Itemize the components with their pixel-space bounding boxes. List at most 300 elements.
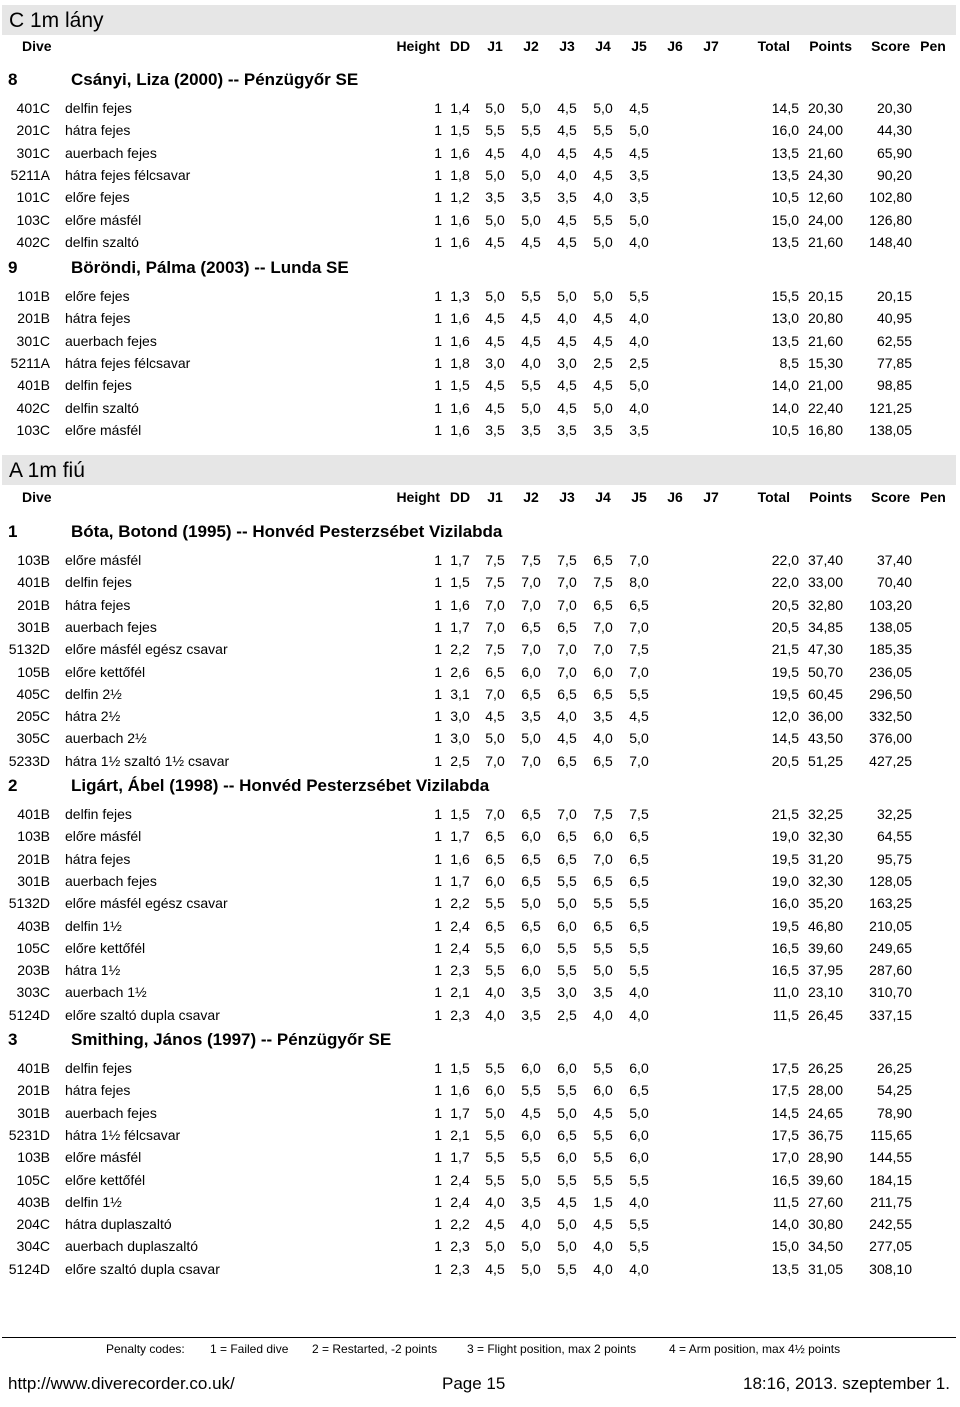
dive-cell-total: 13,5 [771,332,799,349]
dive-cell-points: 47,30 [807,641,843,658]
column-header-dive: Dive [22,489,52,505]
dive-cell-j5: 5,0 [629,377,649,394]
dive-cell-name: hátra fejes [65,122,131,139]
dive-row [0,145,960,165]
footer-divider [2,1337,956,1338]
dive-row [0,288,960,308]
dive-cell-dd: 1,6 [450,310,470,327]
dive-cell-j4: 6,5 [593,685,613,702]
footer-url[interactable]: http://www.diverecorder.co.uk/ [8,1374,235,1393]
dive-cell-j4: 4,0 [593,189,613,206]
dive-cell-j1: 3,0 [485,354,505,371]
dive-cell-dd: 1,6 [450,421,470,438]
dive-cell-dd: 1,5 [450,1060,470,1076]
dive-cell-score: 184,15 [869,1171,912,1188]
diver-place: 1 [8,522,18,541]
dive-cell-j4: 5,0 [593,962,613,979]
dive-cell-name: előre kettőfél [65,939,146,956]
dive-row [0,619,960,639]
dive-cell-j2: 6,0 [521,939,541,956]
dive-cell-j4: 5,0 [593,288,613,304]
dive-cell-j2: 3,5 [521,984,541,1001]
diver-name: Böröndi, Pálma (2003) -- Lunda SE [71,258,349,277]
dive-cell-dd: 1,5 [450,122,470,139]
dive-cell-j3: 6,5 [557,752,577,769]
dive-cell-j5: 5,5 [629,962,649,979]
dive-cell-points: 43,50 [807,730,843,747]
dive-row [0,753,960,773]
dive-cell-j1: 5,5 [485,1126,505,1143]
dive-cell-j1: 4,5 [485,1216,505,1233]
dive-cell-dd: 2,4 [450,939,470,956]
dive-cell-dive: 105C [16,1171,50,1188]
dive-row [0,1194,960,1214]
section-title: A 1m fiú [9,459,85,482]
dive-cell-j3: 6,0 [557,1060,577,1076]
dive-cell-points: 26,45 [807,1006,843,1023]
dive-cell-j4: 4,5 [593,144,613,161]
dive-cell-total: 13,5 [771,1260,799,1277]
dive-cell-total: 11,5 [772,1006,799,1023]
dive-cell-j4: 6,0 [593,828,613,845]
dive-cell-total: 13,0 [771,310,799,327]
dive-cell-dive: 201C [16,122,50,139]
dive-cell-score: 210,05 [869,917,912,934]
dive-cell-dive: 5124D [8,1006,50,1023]
dive-cell-dive: 304C [16,1238,50,1255]
dive-cell-j5: 6,0 [629,1126,649,1143]
dive-cell-j2: 6,5 [521,618,541,635]
penalty-code: 2 = Restarted, -2 points [312,1342,438,1356]
dive-cell-j1: 7,5 [485,574,505,591]
dive-cell-j3: 4,5 [557,399,577,416]
dive-cell-points: 24,65 [807,1104,843,1121]
dive-cell-total: 19,0 [771,872,799,889]
dive-cell-dive: 401B [17,1060,50,1076]
column-header-total: Total [757,38,790,54]
dive-cell-total: 20,5 [771,618,799,635]
column-header-j3: J3 [559,489,575,505]
dive-cell-j2: 4,0 [521,144,541,161]
column-header-total: Total [757,489,790,505]
dive-cell-name: hátra fejes [65,850,131,867]
dive-cell-name: előre másfél egész csavar [65,895,228,912]
dive-cell-dive: 103B [17,1149,50,1166]
dive-cell-j4: 4,0 [593,1238,613,1255]
dive-cell-total: 20,5 [771,752,799,769]
dive-cell-points: 60,45 [807,685,843,702]
dive-cell-name: hátra 1½ szaltó 1½ csavar [65,752,230,769]
dive-cell-j1: 7,0 [485,618,505,635]
dive-cell-score: 148,40 [869,233,912,250]
dive-cell-j1: 6,5 [485,828,505,845]
dive-cell-total: 10,5 [771,421,799,438]
dive-cell-j3: 7,0 [557,596,577,613]
dive-cell-j4: 5,5 [593,122,613,139]
dive-cell-name: hátra 2½ [65,708,121,725]
dive-cell-points: 35,20 [807,895,843,912]
dive-cell-j3: 7,0 [557,641,577,658]
dive-row [0,940,960,960]
dive-cell-j3: 3,0 [557,984,577,1001]
dive-cell-points: 36,00 [807,708,843,725]
dive-cell-dive: 401C [16,100,50,116]
dive-cell-dive: 301B [17,872,50,889]
dive-row [0,552,960,572]
dive-cell-dd: 2,4 [450,917,470,934]
dive-cell-total: 14,0 [771,1216,799,1233]
column-header-j2: J2 [523,38,539,54]
dive-cell-height: 1 [434,828,442,845]
dive-cell-j5: 5,5 [629,288,649,304]
dive-cell-j5: 5,0 [629,211,649,228]
diver-place: 2 [8,776,18,795]
dive-cell-j4: 4,0 [593,730,613,747]
dive-row [0,1007,960,1027]
dive-cell-points: 51,25 [807,752,843,769]
dive-cell-j4: 4,5 [593,1216,613,1233]
dive-cell-j5: 6,5 [629,596,649,613]
dive-cell-j1: 4,5 [485,377,505,394]
dive-cell-j3: 4,5 [557,233,577,250]
column-header-height: Height [396,489,440,505]
dive-cell-j3: 6,0 [557,917,577,934]
dive-cell-j5: 5,5 [629,1216,649,1233]
dive-cell-j1: 5,0 [485,166,505,183]
dive-cell-j5: 7,0 [629,752,649,769]
dive-cell-dd: 1,6 [450,211,470,228]
dive-cell-height: 1 [434,850,442,867]
dive-cell-j1: 4,5 [485,708,505,725]
dive-cell-score: 103,20 [869,596,912,613]
dive-cell-score: 121,25 [869,399,912,416]
dive-cell-j2: 5,0 [521,211,541,228]
dive-cell-total: 11,0 [772,984,799,1001]
dive-row [0,597,960,617]
dive-cell-dd: 2,3 [450,962,470,979]
dive-cell-j2: 5,5 [521,288,541,304]
dive-cell-points: 20,30 [807,100,843,116]
diver-place: 8 [8,70,18,89]
dive-cell-j1: 6,5 [485,917,505,934]
dive-cell-points: 24,00 [807,211,843,228]
dive-cell-j2: 6,5 [521,806,541,822]
dive-cell-dd: 2,1 [450,1126,470,1143]
penalty-code: 1 = Failed dive [210,1342,289,1356]
dive-cell-height: 1 [434,1126,442,1143]
dive-cell-j2: 7,5 [521,552,541,568]
dive-cell-j2: 4,0 [521,354,541,371]
dive-cell-j1: 5,5 [485,1060,505,1076]
dive-cell-j1: 5,5 [485,895,505,912]
dive-cell-j1: 7,5 [485,552,505,568]
dive-cell-j1: 4,5 [485,233,505,250]
dive-cell-j2: 5,5 [521,377,541,394]
column-header-pen: Pen [920,38,946,54]
dive-cell-j1: 5,5 [485,962,505,979]
column-header-j3: J3 [559,38,575,54]
dive-cell-height: 1 [434,1193,442,1210]
dive-cell-j5: 7,0 [629,663,649,680]
column-header-j7: J7 [703,38,719,54]
dive-cell-score: 376,00 [869,730,912,747]
dive-cell-score: 64,55 [876,828,912,845]
dive-cell-name: delfin szaltó [65,233,139,250]
dive-cell-j1: 5,0 [485,1238,505,1255]
dive-cell-name: delfin fejes [65,574,132,591]
diver-name: Csányi, Liza (2000) -- Pénzügyőr SE [71,70,359,89]
dive-cell-points: 31,20 [807,850,843,867]
dive-cell-j5: 7,5 [629,806,649,822]
dive-cell-name: hátra fejes félcsavar [65,354,191,371]
dive-cell-dd: 1,5 [450,574,470,591]
dive-cell-total: 14,5 [771,100,799,116]
dive-cell-j5: 4,0 [629,399,649,416]
dive-cell-j2: 5,5 [521,1082,541,1099]
dive-cell-points: 28,00 [807,1082,843,1099]
dive-cell-score: 236,05 [869,663,912,680]
dive-cell-j4: 5,5 [593,1149,613,1166]
dive-cell-dd: 1,6 [450,144,470,161]
dive-row [0,212,960,232]
dive-cell-height: 1 [434,1171,442,1188]
dive-cell-dd: 1,6 [450,1082,470,1099]
dive-cell-dive: 103C [16,421,50,438]
dive-cell-score: 44,30 [876,122,912,139]
dive-cell-j4: 6,5 [593,752,613,769]
column-header-j4: J4 [595,489,611,505]
dive-cell-j2: 5,5 [521,1149,541,1166]
dive-cell-dive: 405C [16,685,50,702]
dive-cell-points: 30,80 [807,1216,843,1233]
dive-cell-height: 1 [434,1149,442,1166]
dive-cell-total: 15,5 [771,288,799,304]
dive-cell-score: 32,25 [876,806,912,822]
dive-cell-j1: 6,0 [485,872,505,889]
dive-cell-j2: 6,5 [521,685,541,702]
dive-cell-j2: 4,0 [521,1216,541,1233]
dive-cell-score: 427,25 [869,752,912,769]
dive-cell-score: 90,20 [876,166,912,183]
dive-cell-j2: 5,0 [521,100,541,116]
dive-row [0,730,960,750]
dive-cell-j1: 3,5 [485,421,505,438]
dive-cell-j4: 4,5 [593,1104,613,1121]
dive-cell-j4: 7,0 [593,850,613,867]
diver-place: 9 [8,258,18,277]
dive-cell-points: 23,10 [807,984,843,1001]
dive-cell-j2: 5,0 [521,1171,541,1188]
dive-cell-j1: 7,5 [485,641,505,658]
dive-cell-height: 1 [434,1006,442,1023]
dive-cell-points: 12,60 [807,189,843,206]
dive-cell-height: 1 [434,596,442,613]
dive-cell-j5: 6,0 [629,1149,649,1166]
dive-cell-j4: 7,0 [593,618,613,635]
dive-row [0,189,960,209]
dive-cell-j3: 7,0 [557,663,577,680]
dive-cell-score: 249,65 [869,939,912,956]
dive-cell-j3: 5,0 [557,288,577,304]
dive-cell-points: 32,30 [807,872,843,889]
column-header-j5: J5 [631,38,647,54]
dive-cell-j1: 6,0 [485,1082,505,1099]
dive-cell-name: hátra fejes félcsavar [65,166,191,183]
dive-cell-j3: 3,0 [557,354,577,371]
dive-cell-j4: 1,5 [593,1193,613,1210]
dive-cell-height: 1 [434,1104,442,1121]
dive-cell-j5: 5,0 [629,730,649,747]
dive-cell-total: 14,5 [771,1104,799,1121]
dive-cell-points: 32,30 [807,828,843,845]
column-header-j1: J1 [487,489,503,505]
dive-cell-score: 40,95 [876,310,912,327]
dive-cell-dive: 101C [16,189,50,206]
dive-cell-dd: 1,5 [450,806,470,822]
dive-cell-j5: 2,5 [629,354,649,371]
column-header-j5: J5 [631,489,647,505]
dive-cell-j3: 4,5 [557,211,577,228]
dive-cell-j2: 7,0 [521,752,541,769]
dive-cell-dive: 201B [17,596,50,613]
dive-cell-name: előre másfél [65,421,142,438]
dive-cell-points: 24,30 [807,166,843,183]
dive-cell-j3: 5,5 [557,962,577,979]
dive-cell-j2: 6,0 [521,1060,541,1076]
dive-cell-height: 1 [434,1238,442,1255]
dive-cell-height: 1 [434,310,442,327]
dive-cell-j3: 3,5 [557,421,577,438]
dive-cell-points: 26,25 [807,1060,843,1076]
dive-cell-height: 1 [434,211,442,228]
diver-heading [0,776,960,802]
dive-cell-j2: 5,0 [521,1238,541,1255]
dive-cell-j5: 5,5 [629,895,649,912]
dive-cell-points: 36,75 [807,1126,843,1143]
dive-cell-j5: 4,5 [629,100,649,116]
dive-cell-j3: 5,0 [557,1216,577,1233]
dive-cell-j5: 6,5 [629,828,649,845]
dive-cell-total: 19,0 [771,828,799,845]
dive-cell-j3: 5,5 [557,1082,577,1099]
dive-row [0,962,960,982]
dive-cell-points: 31,05 [807,1260,843,1277]
dive-cell-j3: 5,5 [557,1171,577,1188]
dive-cell-j5: 6,5 [629,917,649,934]
penalty-code: 3 = Flight position, max 2 points [467,1342,637,1356]
dive-cell-dive: 5211A [10,354,50,371]
dive-cell-j1: 7,0 [485,806,505,822]
dive-cell-points: 34,85 [807,618,843,635]
dive-cell-j3: 4,0 [557,708,577,725]
dive-cell-height: 1 [434,917,442,934]
dive-cell-total: 22,0 [771,574,799,591]
dive-cell-j1: 7,0 [485,752,505,769]
dive-row [0,895,960,915]
dive-row [0,355,960,375]
dive-cell-total: 16,5 [771,1171,799,1188]
dive-cell-score: 332,50 [869,708,912,725]
dive-cell-total: 13,5 [771,233,799,250]
dive-cell-j5: 5,0 [629,122,649,139]
dive-cell-points: 32,80 [807,596,843,613]
dive-cell-j5: 7,0 [629,618,649,635]
dive-cell-dive: 301C [16,144,50,161]
dive-cell-dive: 5211A [10,166,50,183]
dive-cell-j1: 4,5 [485,1260,505,1277]
dive-cell-j4: 6,5 [593,872,613,889]
dive-cell-j1: 4,5 [485,332,505,349]
column-header-score: Score [871,38,910,54]
dive-cell-j2: 5,0 [521,1260,541,1277]
dive-cell-height: 1 [434,421,442,438]
dive-cell-j2: 6,0 [521,1126,541,1143]
dive-cell-total: 19,5 [771,850,799,867]
dive-row [0,100,960,120]
dive-cell-points: 21,00 [807,377,843,394]
dive-cell-j2: 3,5 [521,1006,541,1023]
dive-cell-name: előre szaltó dupla csavar [65,1260,220,1277]
dive-cell-total: 11,5 [772,1193,799,1210]
dive-cell-name: auerbach fejes [65,618,157,635]
page-number: Page 15 [442,1374,506,1393]
dive-cell-score: 54,25 [876,1082,912,1099]
dive-cell-dd: 3,0 [450,708,470,725]
dive-cell-j2: 5,0 [521,166,541,183]
dive-cell-j5: 7,0 [629,552,649,568]
dive-cell-total: 14,0 [771,377,799,394]
column-header-j7: J7 [703,489,719,505]
dive-cell-score: 98,85 [876,377,912,394]
penalty-label: Penalty codes: [106,1342,185,1356]
column-header-score: Score [871,489,910,505]
dive-row [0,310,960,330]
diver-heading [0,1030,960,1056]
dive-cell-name: delfin fejes [65,100,132,116]
dive-cell-j2: 4,5 [521,233,541,250]
dive-cell-score: 37,40 [876,552,912,568]
dive-cell-points: 21,60 [807,332,843,349]
section-title-bar [2,5,956,35]
dive-cell-j5: 4,5 [629,144,649,161]
dive-cell-total: 17,5 [771,1060,799,1076]
dive-cell-j1: 4,5 [485,310,505,327]
dive-cell-score: 277,05 [869,1238,912,1255]
dive-cell-dd: 1,3 [450,288,470,304]
dive-row [0,1261,960,1281]
dive-cell-j4: 4,0 [593,1006,613,1023]
dive-cell-total: 16,5 [771,939,799,956]
diver-name: Smithing, János (1997) -- Pénzügyőr SE [71,1030,392,1049]
dive-cell-points: 22,40 [807,399,843,416]
dive-cell-j5: 4,0 [629,984,649,1001]
dive-cell-name: auerbach fejes [65,1104,157,1121]
dive-cell-name: delfin fejes [65,1060,132,1076]
dive-cell-j3: 4,5 [557,332,577,349]
dive-cell-j5: 6,5 [629,850,649,867]
dive-cell-j3: 4,0 [557,310,577,327]
dive-cell-points: 50,70 [807,663,843,680]
dive-cell-j1: 5,5 [485,1149,505,1166]
dive-cell-j2: 5,0 [521,895,541,912]
dive-cell-j5: 5,5 [629,939,649,956]
dive-cell-name: auerbach fejes [65,144,157,161]
dive-row [0,1127,960,1147]
dive-cell-j4: 6,5 [593,552,613,568]
dive-cell-dd: 1,6 [450,399,470,416]
dive-cell-dive: 201B [17,850,50,867]
dive-row [0,806,960,826]
